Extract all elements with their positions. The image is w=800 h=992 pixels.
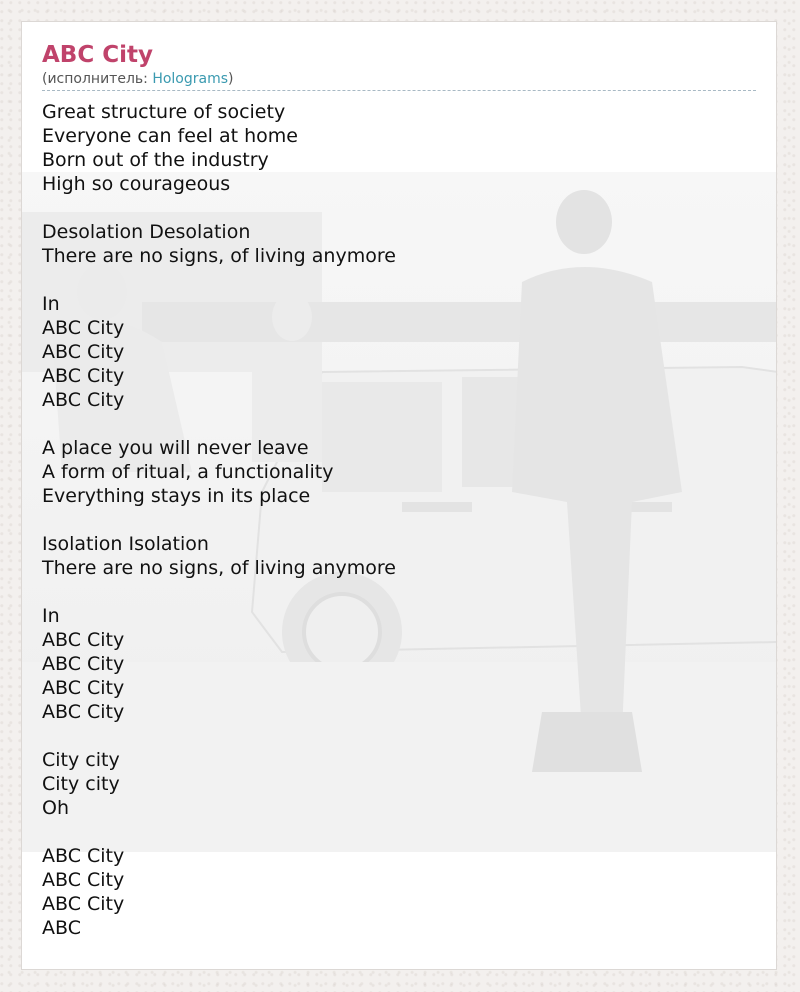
lyrics-blank-line (42, 412, 756, 436)
lyrics-line: City city (42, 749, 120, 771)
artist-link[interactable]: Holograms (152, 71, 229, 87)
lyrics-line: Everyone can feel at home (42, 125, 298, 147)
lyrics-card (21, 21, 777, 970)
lyrics-line: In (42, 605, 60, 627)
lyrics-line: Everything stays in its place (42, 485, 311, 507)
lyrics-line: ABC City (42, 845, 125, 867)
lyrics-line: ABC City (42, 701, 125, 723)
lyrics-line: High so courageous (42, 173, 231, 195)
lyrics-line: There are no signs, of living anymore (42, 245, 396, 267)
song-header (42, 40, 756, 91)
lyrics-blank-line (42, 268, 756, 292)
lyrics-line: ABC City (42, 341, 125, 363)
artist-line (42, 70, 756, 91)
lyrics-blank-line (42, 580, 756, 604)
lyrics-blank-line (42, 724, 756, 748)
lyrics-blank-line (42, 196, 756, 220)
lyrics-line: There are no signs, of living anymore (42, 557, 396, 579)
lyrics-line: ABC City (42, 389, 125, 411)
lyrics-line: A place you will never leave (42, 437, 309, 459)
lyrics-line: ABC City (42, 869, 125, 891)
lyrics-line: ABC (42, 917, 81, 939)
lyrics-line: ABC City (42, 677, 125, 699)
lyrics-text (42, 100, 756, 940)
artist-suffix: ) (228, 71, 234, 87)
lyrics-line: A form of ritual, a functionality (42, 461, 334, 483)
lyrics-line: ABC City (42, 893, 125, 915)
lyrics-line: ABC City (42, 317, 125, 339)
lyrics-blank-line (42, 820, 756, 844)
lyrics-line: Oh (42, 797, 69, 819)
artist-prefix: (исполнитель: (42, 71, 153, 87)
lyrics-line: In (42, 293, 60, 315)
song-title: ABC City (42, 42, 153, 68)
lyrics-line: Great structure of society (42, 101, 286, 123)
lyrics-line: ABC City (42, 365, 125, 387)
lyrics-line: Born out of the industry (42, 149, 269, 171)
lyrics-line: ABC City (42, 653, 125, 675)
lyrics-line: ABC City (42, 629, 125, 651)
lyrics-line: City city (42, 773, 120, 795)
lyrics-line: Desolation Desolation (42, 221, 251, 243)
lyrics-blank-line (42, 508, 756, 532)
lyrics-line: Isolation Isolation (42, 533, 209, 555)
